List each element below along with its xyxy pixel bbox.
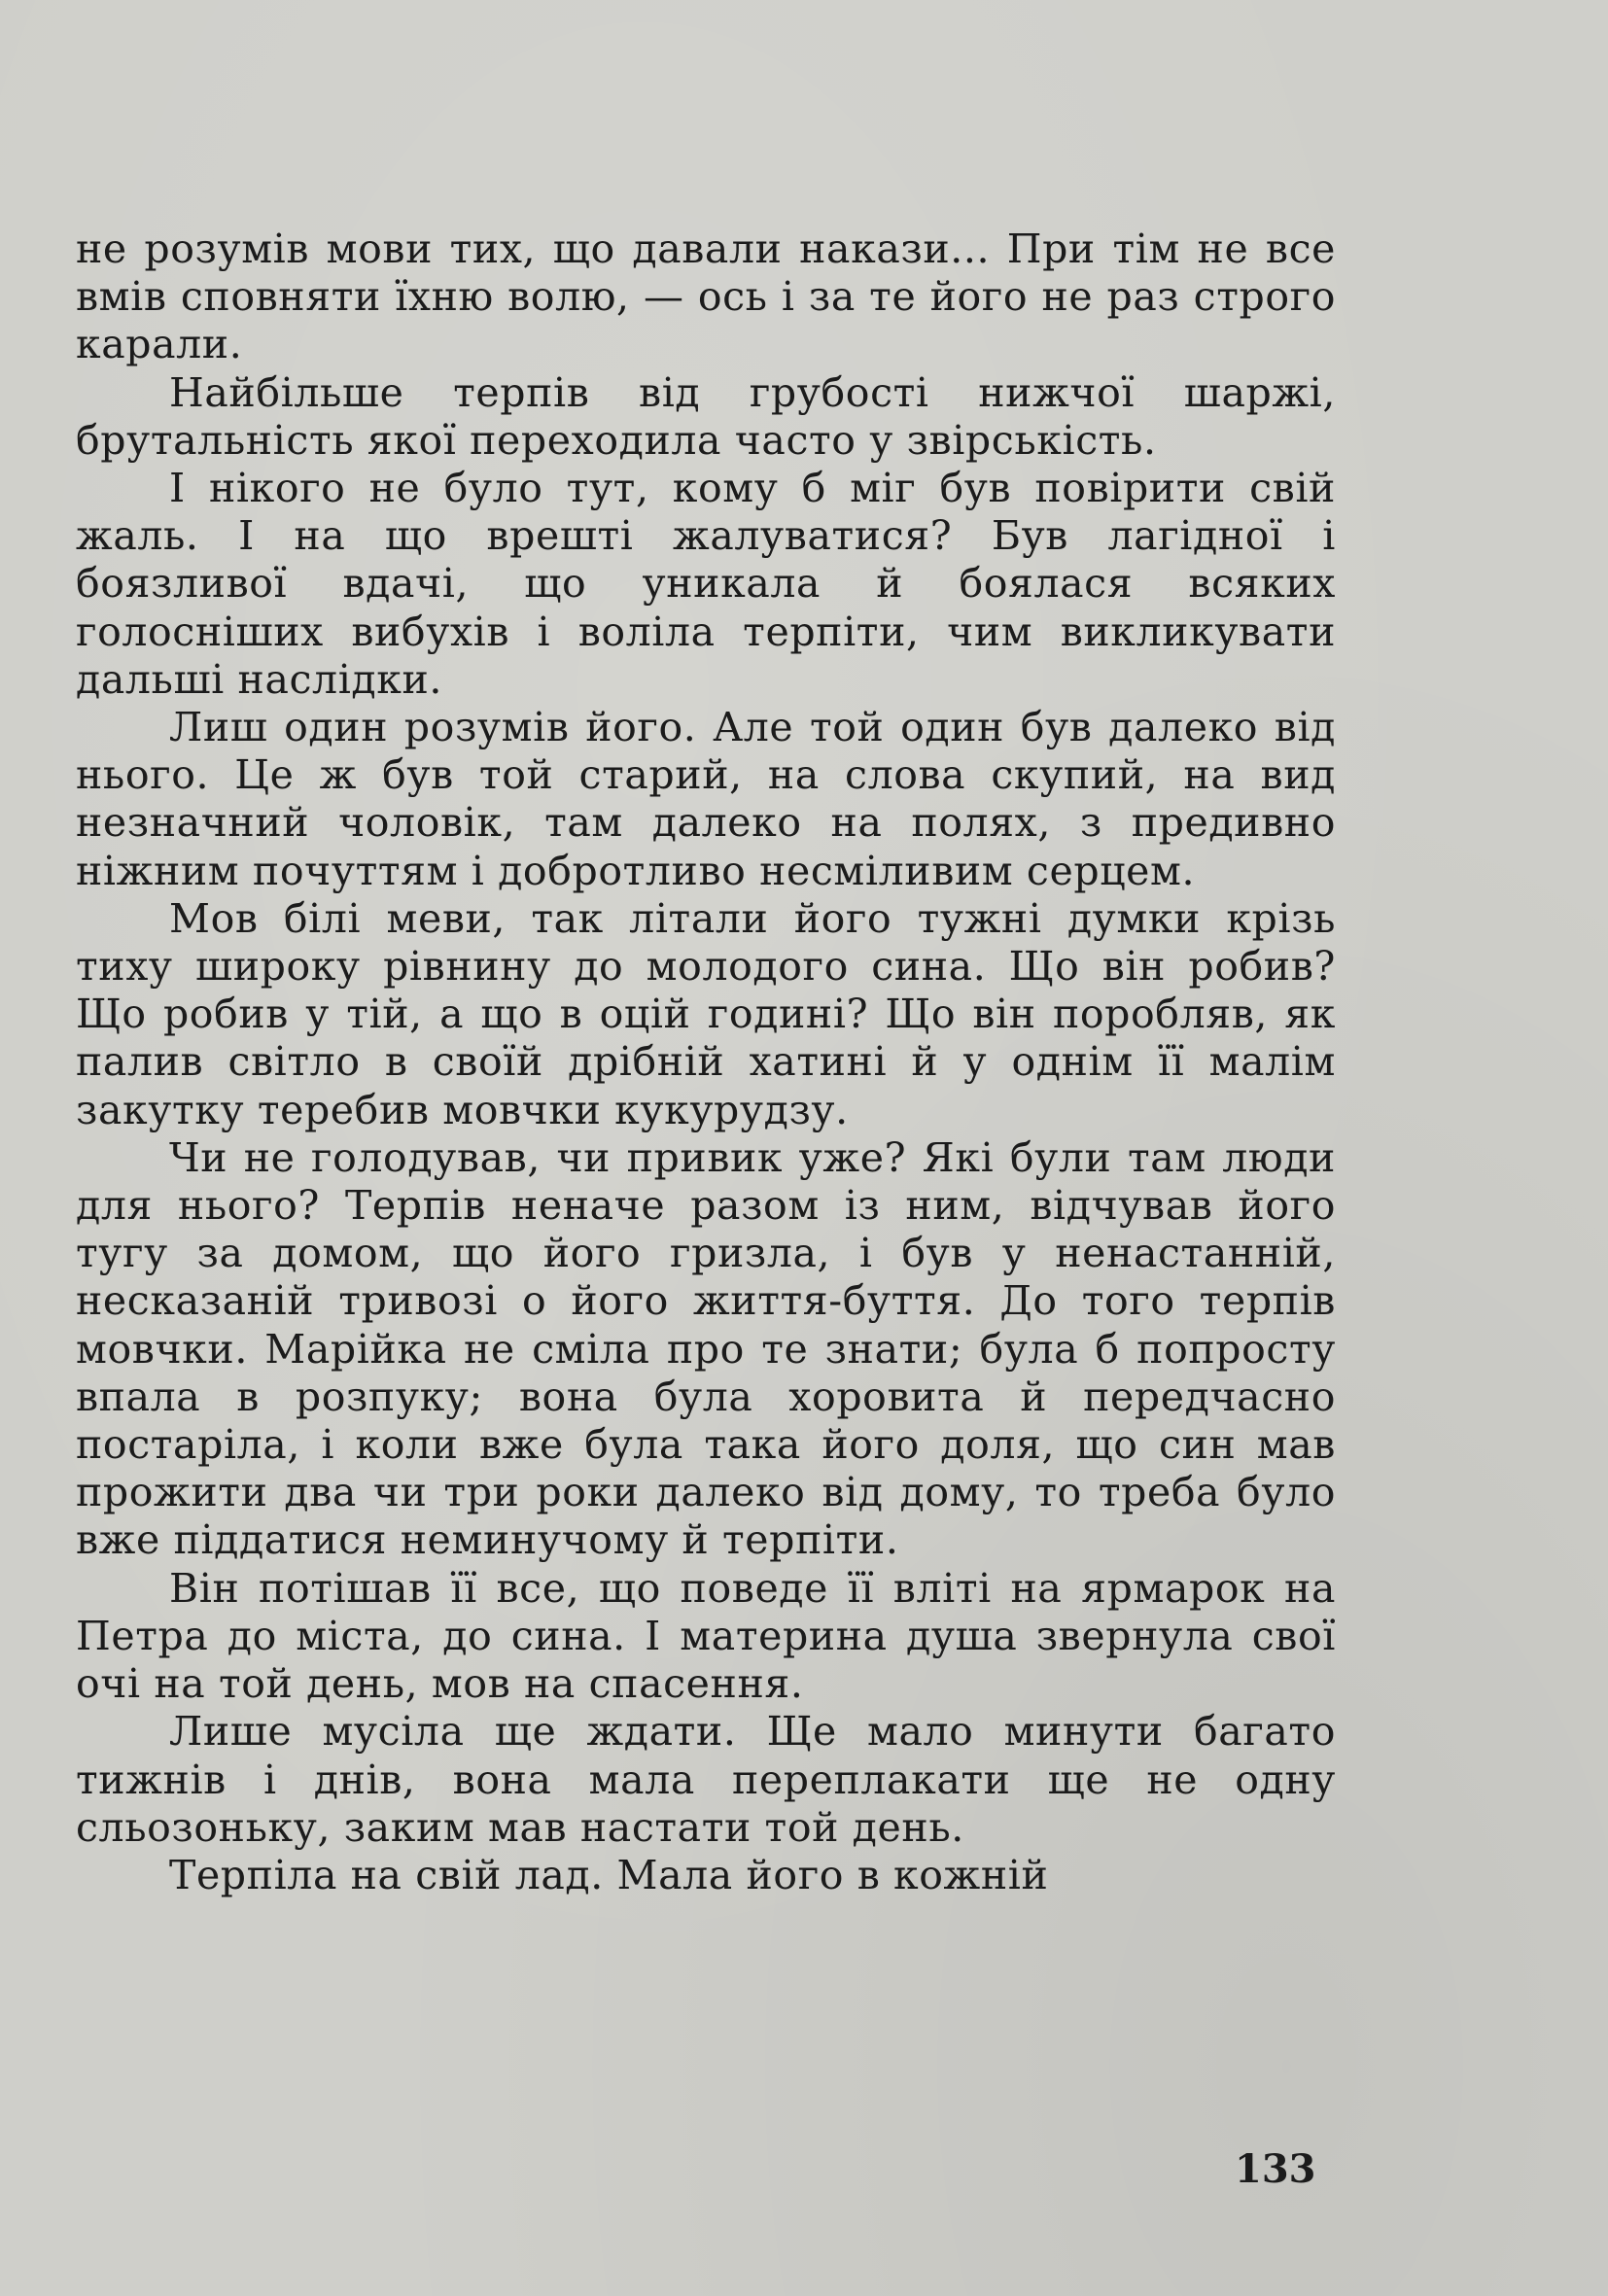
paragraph-continuation: не розумів мови тих, що давали накази... При тім не все вмів сповняти їхню волю, — ось і за те його не раз строго карали. bbox=[76, 226, 1336, 368]
paragraph: Він потішав її все, що поведе її вліті на ярмарок на Петра до міста, до сина. І материна душа звернула свої очі на той день, мов на спасення. bbox=[76, 1564, 1336, 1708]
paragraph: Найбільше терпів від грубості нижчої шаржі, брутальність якої переходила часто у звірськість. bbox=[76, 368, 1336, 464]
paragraph: Лише мусіла ще ждати. Ще мало минути багато тижнів і днів, вона мала переплакати ще не одну сльозоньку, заким мав настати той день. bbox=[76, 1708, 1336, 1851]
body-text bbox=[76, 226, 1336, 1899]
paragraph-last: Терпіла на свій лад. Мала його в кожній bbox=[169, 1851, 1049, 1898]
paragraph: Мов білі меви, так літали його тужні думки крізь тиху широку рівнину до молодого сина. Що він робив? Що робив у тій, а що в оцій годині? Що він поробляв, як палив світло в своїй дрібній хатині й у однім її малім закутку теребив мовчки кукурудзу. bbox=[76, 894, 1336, 1133]
paragraph: І нікого не було тут, кому б міг був повірити свій жаль. І на що врешті жалуватися? Був лагідної і боязливої вдачі, що уникала й боялася всяких голосніших вибухів і воліла терпіти, чим викликувати дальші наслідки. bbox=[76, 465, 1336, 703]
page-number: 133 bbox=[1235, 2146, 1316, 2192]
paragraph: Чи не голодував, чи привик уже? Які були там люди для нього? Терпів неначе разом із ним, відчував його тугу за домом, що його гризла, і був у ненастанній, несказаній тривозі о його життя-буття. До того терпів мовчки. Марійка не сміла про те знати; була б попросту впала в розпуку; вона була хоровита й передчасно постаріла, і коли вже була така його доля, що син мав прожити два чи три роки далеко від дому, то треба було вже піддатися неминучому й терпіти. bbox=[76, 1133, 1336, 1564]
paragraph: Лиш один розумів його. Але той один був далеко від нього. Це ж був той старий, на слова скупий, на вид незначний чоловік, там далеко на полях, з предивно ніжним почуттям і добротливо несміливим серцем. bbox=[76, 704, 1336, 894]
